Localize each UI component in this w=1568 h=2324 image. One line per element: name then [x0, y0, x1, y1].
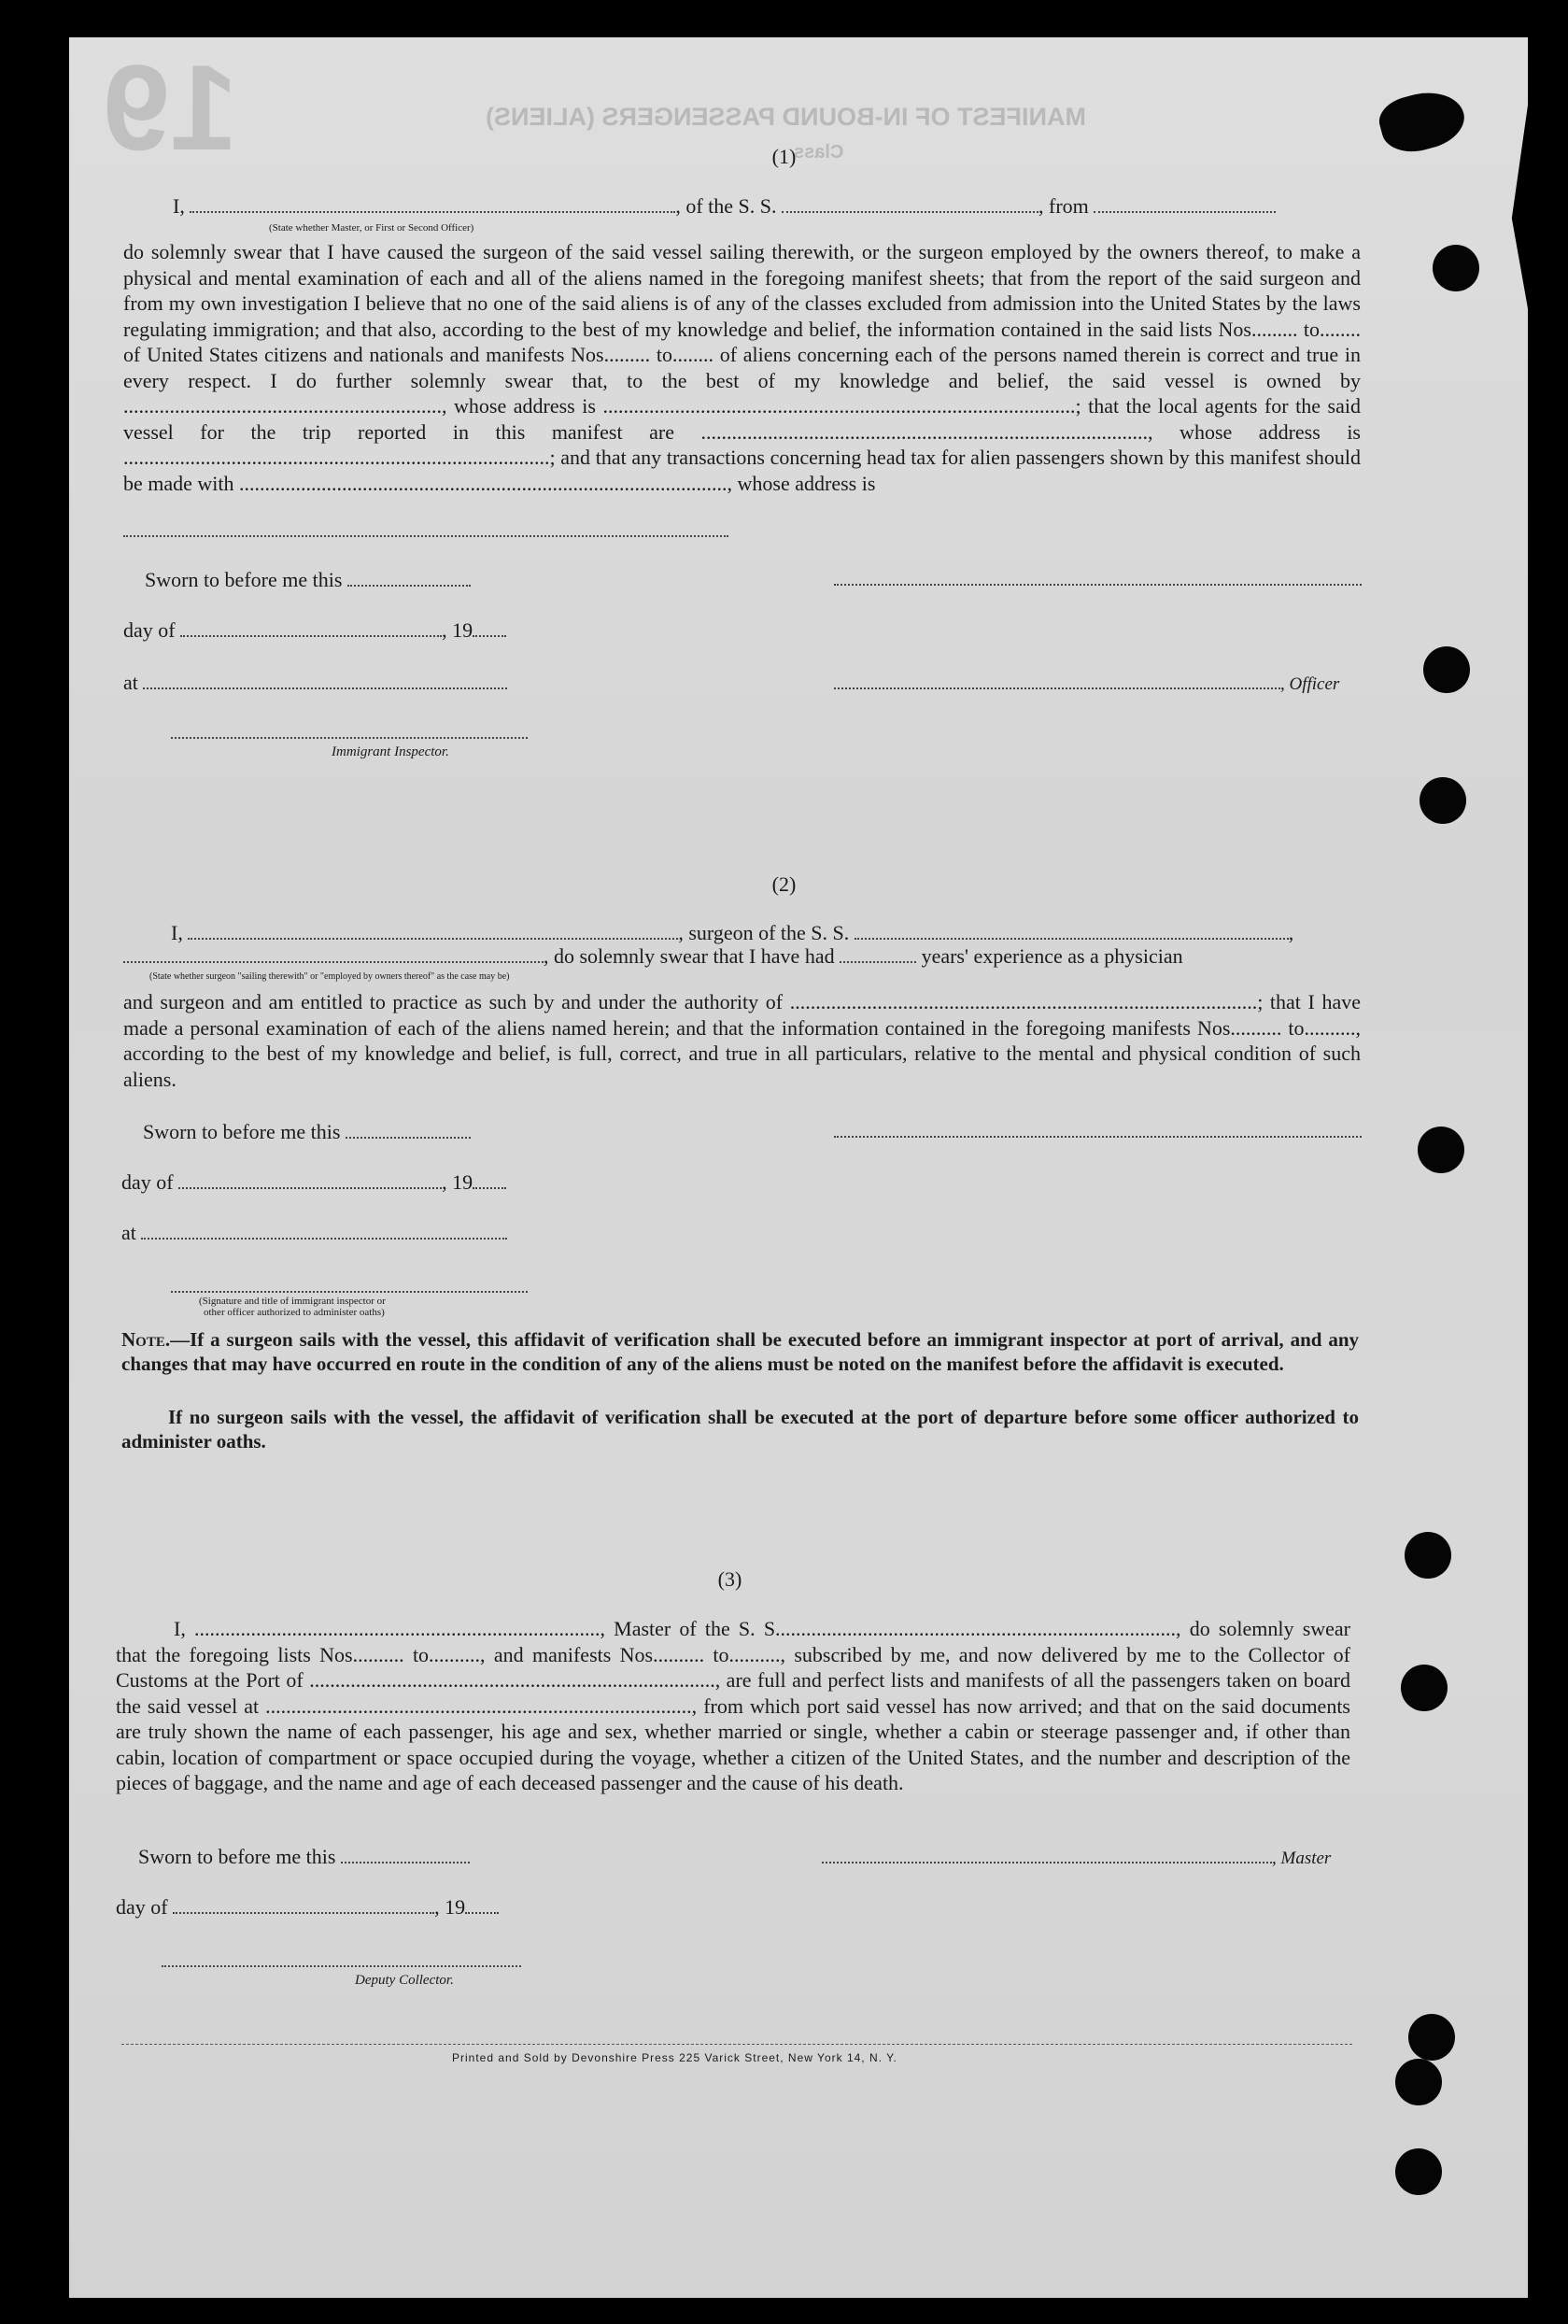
surgeon-status-blank[interactable] [123, 946, 544, 963]
day-of-label: day of [121, 1170, 174, 1194]
section-2-line-1: I, , surgeon of the S. S. , [171, 921, 1294, 944]
year-label: , 19 [434, 1895, 466, 1919]
section-1-sworn [145, 568, 471, 592]
section-1-line-1 [173, 194, 1276, 219]
punch-hole [1423, 646, 1470, 693]
inspector-caption: Immigrant Inspector. [332, 744, 449, 759]
verification-caption-2: other officer authorized to administer oaths) [204, 1307, 385, 1318]
section-2-prefix: I, [171, 921, 183, 944]
section-2-paragraph: and surgeon and am entitled to practice as such by and under the authority of ...........................................................................................; that I have made a personal examination of each of the aliens named herein; and that the information contained in the foregoing manifests Nos.......... to.........., according to the best of my knowledge and belief, is full, correct, and true in all particulars, relative to the mental and physical condition of such aliens. [123, 990, 1361, 1091]
section-2-swear-label: , do solemnly swear that I have had [544, 944, 835, 968]
section-2-physician-label: years' experience as a physician [921, 944, 1183, 968]
punch-hole [1433, 245, 1479, 291]
officer-signature-blank[interactable] [834, 583, 1362, 586]
section-2-at [121, 1221, 507, 1245]
note-text-1: —If a surgeon sails with the vessel, this affidavit of verification shall be executed before an immigrant inspector at port of arrival, and any changes that may have occurred en route in the condition of any of the aliens must be noted on the manifest before the affidavit is executed. [121, 1328, 1359, 1375]
at-label: at [123, 671, 138, 694]
year-label: , 19 [442, 618, 473, 642]
year-blank[interactable] [473, 620, 506, 637]
year-blank[interactable] [465, 1897, 499, 1914]
section-3-number: (3) [717, 1567, 742, 1591]
collector-signature-blank[interactable] [162, 1964, 521, 1967]
inspector-signature-blank[interactable] [171, 736, 528, 739]
day-of-label: day of [116, 1895, 168, 1919]
note-lead: Note. [121, 1328, 171, 1351]
section-2-ss-label: , surgeon of the S. S. [678, 921, 850, 944]
sworn-day-blank[interactable] [347, 570, 471, 587]
sworn-day-blank[interactable] [346, 1122, 471, 1139]
year-blank[interactable] [473, 1172, 506, 1189]
sworn-label: Sworn to before me this [145, 568, 343, 591]
printer-footer: Printed and Sold by Devonshire Press 225 Varick Street, New York 14, N. Y. [452, 2051, 897, 2064]
day-of-label: day of [123, 618, 176, 642]
master-name-blank[interactable] [190, 196, 675, 213]
surgeon-name-blank[interactable] [188, 923, 678, 940]
section-1-at [123, 671, 507, 695]
section-2-caption: (State whether surgeon "sailing therewith" or "employed by owners thereof" as the case may be) [149, 971, 510, 982]
from-port-blank[interactable] [1094, 196, 1276, 213]
section-2-note-2 [121, 1406, 1359, 1453]
section-3-master [822, 1845, 1331, 1871]
section-1-ss-label: , of the S. S. [675, 194, 777, 218]
vessel-name-blank[interactable] [782, 196, 1038, 213]
verification-signature-blank[interactable] [171, 1290, 528, 1293]
section-1-caption: (State whether Master, or First or Second Officer) [269, 222, 474, 234]
surgeon-signature-blank[interactable] [834, 1135, 1362, 1138]
at-blank[interactable] [141, 1223, 507, 1240]
punch-hole [1420, 777, 1466, 824]
sworn-label: Sworn to before me this [138, 1845, 336, 1868]
section-3-day-of [116, 1895, 499, 1920]
master-label: , Master [1272, 1849, 1332, 1868]
section-1-number: (1) [771, 145, 797, 168]
day-of-blank[interactable] [173, 1897, 434, 1914]
at-label: at [121, 1221, 136, 1244]
sworn-day-blank[interactable] [341, 1847, 470, 1863]
punch-hole [1408, 2014, 1455, 2061]
section-3-sworn [138, 1845, 470, 1869]
section-2-sworn [143, 1120, 471, 1144]
punch-hole [1401, 1665, 1448, 1711]
section-1-address-blank[interactable] [123, 534, 728, 537]
surgeon-vessel-blank[interactable] [855, 923, 1289, 940]
section-1-from-label: , from [1038, 194, 1089, 218]
years-experience-blank[interactable] [840, 946, 916, 963]
master-signature-blank[interactable] [822, 1847, 1272, 1863]
section-1-officer [834, 671, 1339, 697]
section-1-day-of [123, 618, 506, 643]
section-2-day-of [121, 1170, 506, 1195]
section-2-line-2 [123, 944, 1183, 969]
punch-hole [1395, 2059, 1442, 2105]
verification-caption-1: (Signature and title of immigrant inspector or [199, 1296, 386, 1307]
note-text-2: If no surgeon sails with the vessel, the affidavit of verification shall be executed at the port of departure before some officer authorized to administer oaths. [121, 1406, 1359, 1452]
footer-rule [121, 2044, 1352, 2045]
sworn-label: Sworn to before me this [143, 1120, 341, 1143]
at-blank[interactable] [143, 673, 507, 689]
punch-hole [1395, 2148, 1442, 2195]
officer-title-blank[interactable] [834, 673, 1280, 689]
bleed-through-class: Class [794, 142, 844, 163]
section-2-number: (2) [771, 872, 797, 896]
punch-hole [1418, 1127, 1464, 1173]
year-label: , 19 [442, 1170, 473, 1194]
collector-caption: Deputy Collector. [355, 1973, 454, 1988]
section-1-paragraph: do solemnly swear that I have caused the surgeon of the said vessel sailing therewith, or the surgeon employed by the owners thereof, to make a physical and mental examination of each and all of the aliens named in the foregoing manifest sheets; that from the report of the said surgeon and from my own investigation I believe that no one of the said aliens is of any of the classes excluded from admission into the United States by the laws regulating immigration; and that also, according to the best of my knowledge and belief, the information contained in the said lists Nos......... to........ of United States citizens and nationals and manifests Nos......... to........ of aliens concerning each of the persons named therein is correct and true in every respect. I do further solemnly swear that, to the best of my knowledge and belief, the said vessel is owned by .............................................................., whose address is ............................................................................................; that the local agents for the said vessel for the trip reported in this manifest are ......................................................................................., whose address is ...................................................................................; and that any transactions concerning head tax for alien passengers shown by this manifest should be made with ..............................................................................................., whose address is [123, 240, 1361, 495]
section-2-note [121, 1328, 1359, 1376]
day-of-blank[interactable] [178, 1172, 442, 1189]
officer-label: , Officer [1280, 674, 1340, 694]
bleed-through-title: MANIFEST OF IN-BOUND PASSENGERS (ALIENS) [486, 103, 1087, 131]
section-1-prefix: I, [173, 194, 185, 218]
day-of-blank[interactable] [180, 620, 442, 637]
section-3-paragraph: I, ..............................................................................., Master of the S. S.............................................................................., do solemnly swear that the foregoing lists Nos.......... to.........., and manifests Nos.......... to.........., subscribed by me, and now delivered by me to the Collector of Customs at the Port of ..............................................................................., are full and perfect lists and manifests of all the passengers taken on board the said vessel at ..................................................................................., from which port said vessel has now arrived; and that on the said documents are truly shown the name of each passenger, his age and sex, whether married or single, whether a cabin or steerage passenger and, if other than cabin, location of compartment or space occupied during the voyage, whether a citizen of the United States, and the number and description of the pieces of baggage, and the name and age of each deceased passenger and the cause of his death. [116, 1617, 1350, 1794]
